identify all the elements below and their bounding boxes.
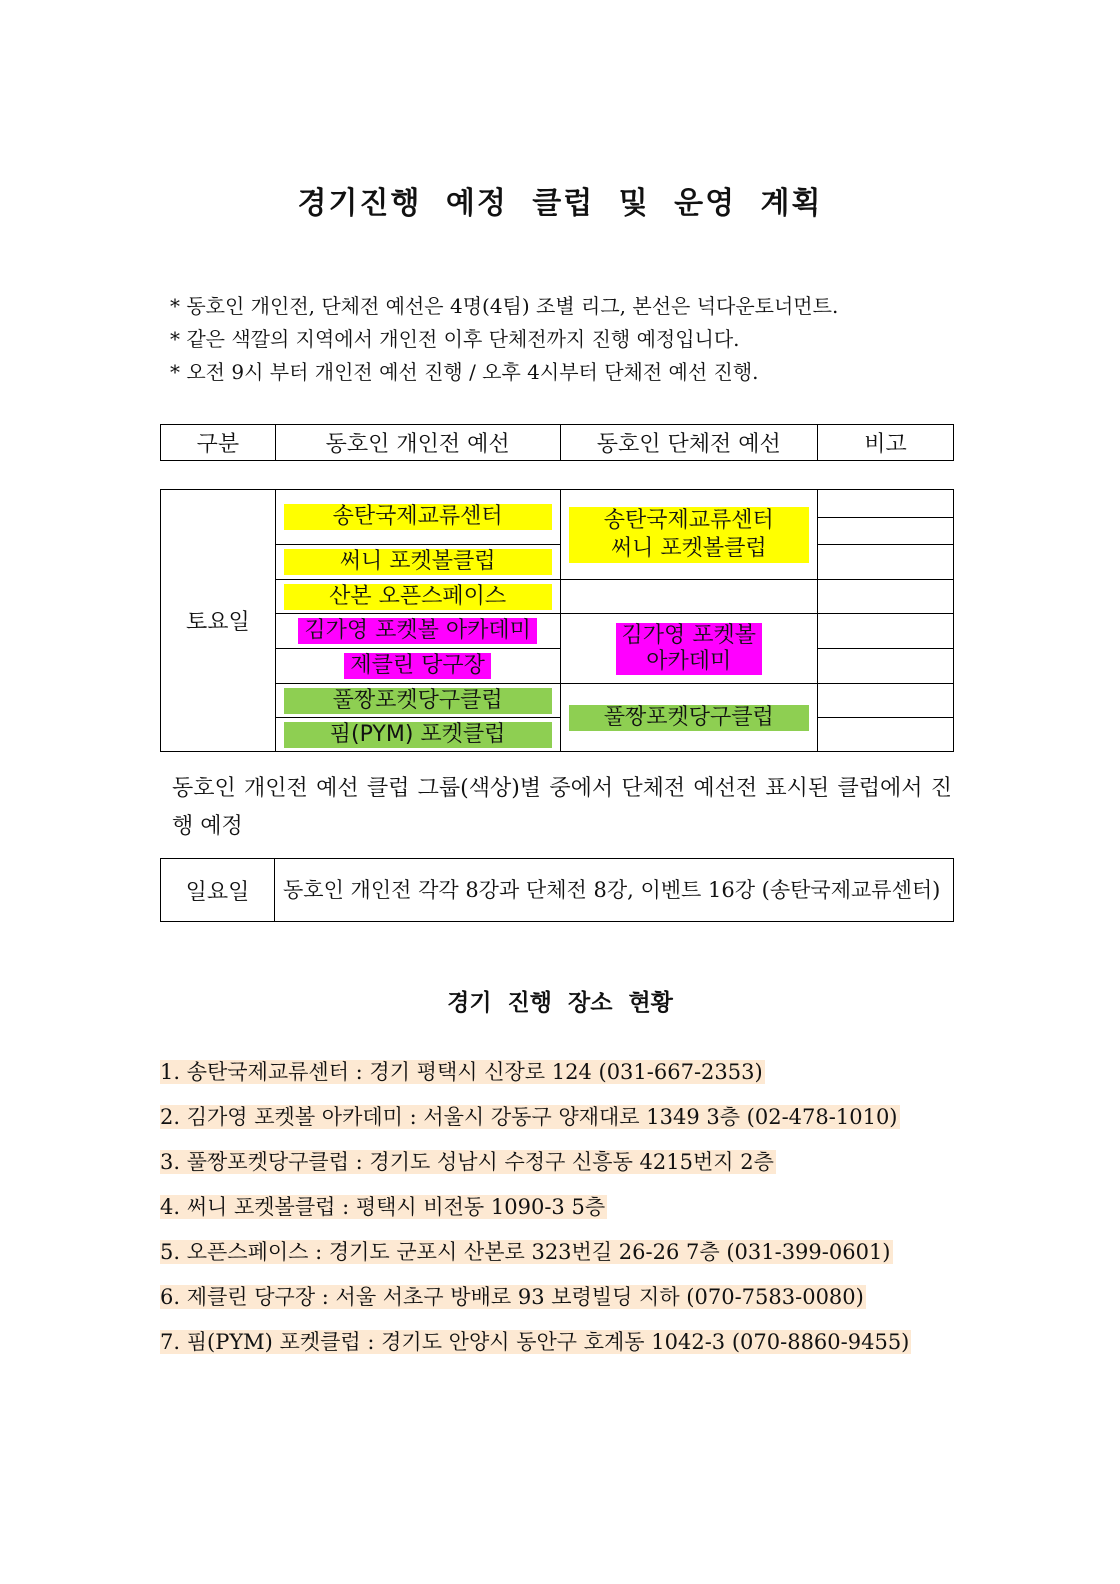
remarks-cell [818, 517, 954, 545]
venue-item: 4. 써니 포켓볼클럽 : 평택시 비전동 1090-3 5층 [160, 1195, 606, 1219]
note-item: * 같은 색깔의 지역에서 개인전 이후 단체전까지 진행 예정입니다. [170, 327, 740, 351]
header-team: 동호인 단체전 예선 [560, 425, 818, 461]
note-item: * 동호인 개인전, 단체전 예선은 4명(4팀) 조별 리그, 본선은 넉다운토너먼트. [170, 294, 839, 318]
team-cell [560, 684, 818, 752]
individual-cell [275, 614, 560, 649]
saturday-label: 토요일 [161, 490, 276, 752]
venue-item: 3. 풀짱포켓당구클럽 : 경기도 성남시 수정구 신흥동 4215번지 2층 [160, 1150, 774, 1174]
team-club-line: 아카데미 [646, 648, 732, 674]
team-club-line: 김가영 포켓볼 [621, 622, 757, 648]
team-cell [560, 614, 818, 684]
individual-cell [275, 545, 560, 580]
table-footnote: 동호인 개인전 예선 클럽 그룹(색상)별 중에서 단체전 예선전 표시된 클럽에서 진행 예정 [172, 776, 952, 839]
team-cell [560, 490, 818, 580]
remarks-cell [818, 580, 954, 614]
saturday-schedule-table [160, 489, 954, 752]
notes-list [170, 290, 838, 389]
team-club-line: 써니 포켓볼클럽 [610, 535, 767, 561]
venues-list [160, 1057, 911, 1372]
club-name: 핌(PYM) 포켓클럽 [284, 722, 552, 748]
remarks-cell [818, 490, 954, 518]
venue-item: 2. 김가영 포켓볼 아카데미 : 서울시 강동구 양재대로 1349 3층 (02-478-1010) [160, 1105, 898, 1129]
team-club-group-green: 풀짱포켓당구클럽 [569, 705, 810, 731]
remarks-cell [818, 545, 954, 580]
remarks-cell [818, 684, 954, 718]
team-cell-empty [560, 580, 818, 614]
individual-cell [275, 684, 560, 718]
header-remarks: 비고 [818, 425, 954, 461]
club-name: 송탄국제교류센터 [284, 504, 552, 530]
remarks-cell [818, 718, 954, 752]
header-individual: 동호인 개인전 예선 [275, 425, 560, 461]
club-name: 김가영 포켓볼 아카데미 [298, 618, 537, 644]
team-club-line: 송탄국제교류센터 [603, 507, 774, 533]
schedule-header-table [160, 424, 954, 461]
venue-item: 7. 핌(PYM) 포켓클럽 : 경기도 안양시 동안구 호계동 1042-3 (070-8860-9455) [160, 1330, 910, 1354]
header-category: 구분 [161, 425, 276, 461]
club-name: 풀짱포켓당구클럽 [284, 688, 552, 714]
remarks-cell [818, 649, 954, 684]
note-item: * 오전 9시 부터 개인전 예선 진행 / 오후 4시부터 단체전 예선 진행. [170, 360, 759, 384]
club-name: 써니 포켓볼클럽 [284, 549, 552, 575]
individual-cell [275, 718, 560, 752]
individual-cell [275, 580, 560, 614]
club-name: 제클린 당구장 [344, 653, 491, 679]
venues-title: 경기 진행 장소 현황 [447, 990, 673, 1016]
venue-item: 6. 제클린 당구장 : 서울 서초구 방배로 93 보령빌딩 지하 (070-7583-0080) [160, 1285, 864, 1309]
club-name: 산본 오픈스페이스 [284, 584, 552, 610]
individual-cell [275, 490, 560, 545]
individual-cell [275, 649, 560, 684]
venue-item: 5. 오픈스페이스 : 경기도 군포시 산본로 323번길 26-26 7층 (031-399-0601) [160, 1240, 891, 1264]
page-title: 경기진행 예정 클럽 및 운영 계획 [297, 186, 823, 221]
sunday-content: 동호인 개인전 각각 8강과 단체전 8강, 이벤트 16강 (송탄국제교류센터) [275, 859, 954, 922]
sunday-label: 일요일 [161, 859, 275, 922]
venue-item: 1. 송탄국제교류센터 : 경기 평택시 신장로 124 (031-667-2353) [160, 1060, 763, 1084]
team-club-group-magenta [616, 623, 763, 675]
team-club-group-yellow [569, 507, 810, 563]
sunday-schedule-table [160, 858, 954, 922]
remarks-cell [818, 614, 954, 649]
